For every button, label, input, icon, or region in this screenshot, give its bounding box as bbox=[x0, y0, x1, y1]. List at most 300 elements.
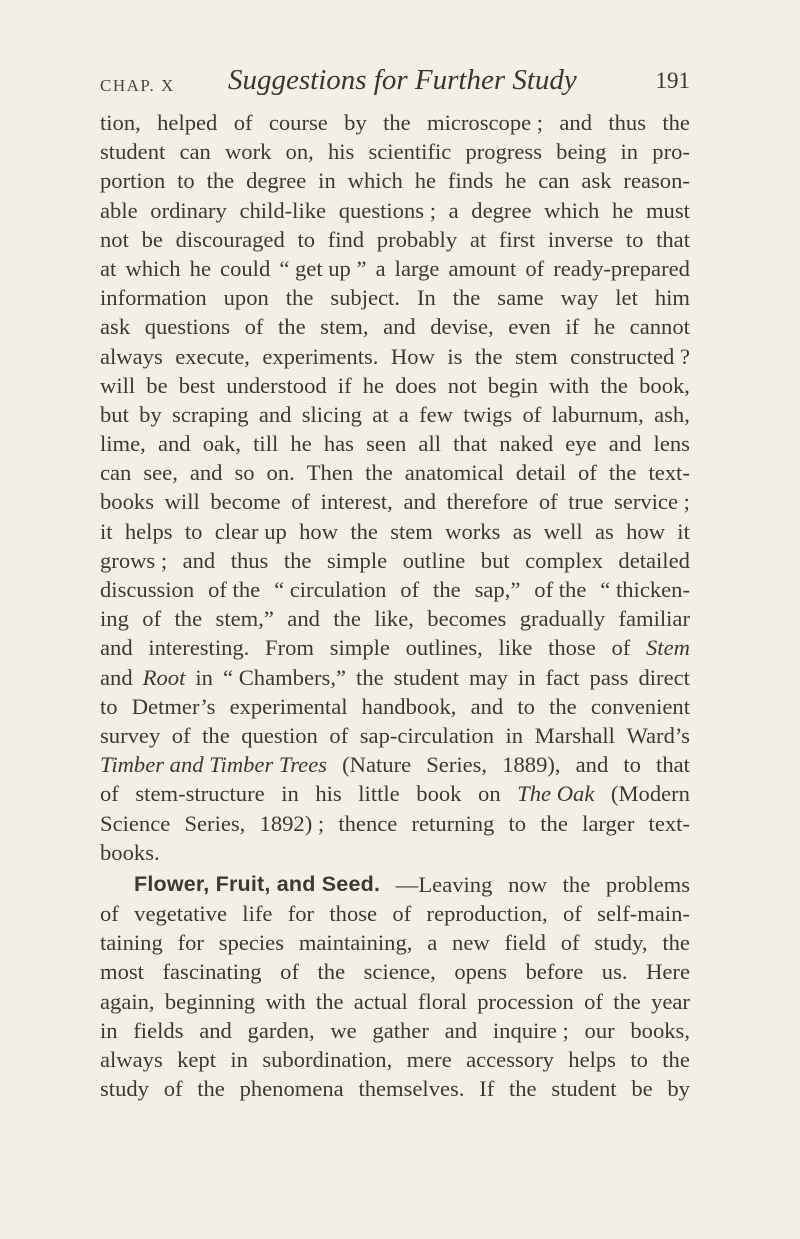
word: the bbox=[315, 988, 344, 1014]
word: Then bbox=[306, 460, 354, 486]
word: interesting. bbox=[148, 635, 250, 661]
text-line bbox=[100, 137, 690, 166]
word: vegetative bbox=[134, 901, 227, 927]
word: like, bbox=[374, 606, 414, 632]
word: the bbox=[197, 1076, 225, 1102]
word: now bbox=[508, 871, 547, 897]
word: at bbox=[469, 226, 487, 252]
word: let bbox=[615, 285, 638, 311]
word: stem bbox=[515, 343, 558, 369]
word: “ get up ” bbox=[279, 255, 367, 281]
word: complex bbox=[525, 547, 603, 573]
word: problems bbox=[605, 871, 690, 897]
word: fields bbox=[133, 1017, 184, 1043]
word: degree bbox=[246, 168, 307, 194]
word: book bbox=[416, 781, 462, 807]
word: but bbox=[480, 547, 510, 573]
word: and bbox=[575, 752, 609, 778]
word: sap-circulation bbox=[359, 722, 494, 748]
word: Root bbox=[142, 664, 186, 690]
text-line bbox=[100, 196, 690, 225]
word: he bbox=[362, 372, 385, 398]
word: questions bbox=[144, 314, 231, 340]
word: lime, bbox=[100, 431, 146, 457]
word: the bbox=[206, 168, 235, 194]
text-line bbox=[100, 870, 690, 899]
word: How bbox=[390, 343, 435, 369]
word: the bbox=[452, 285, 481, 311]
word: books, bbox=[630, 1017, 690, 1043]
word: of bbox=[280, 959, 299, 985]
word: if bbox=[337, 372, 352, 398]
word: so bbox=[234, 460, 255, 486]
word: familiar bbox=[618, 606, 690, 632]
word: (Nature bbox=[342, 752, 412, 778]
word: fact bbox=[545, 664, 580, 690]
text-line bbox=[100, 400, 690, 429]
word: he bbox=[290, 431, 312, 457]
word: ordinary bbox=[150, 197, 227, 223]
word: constructed ? bbox=[570, 343, 690, 369]
word: reproduction, bbox=[426, 901, 548, 927]
word: and bbox=[100, 664, 133, 690]
word: detailed bbox=[618, 547, 690, 573]
word: of bbox=[560, 930, 580, 956]
text-line bbox=[100, 312, 690, 341]
word: opens bbox=[454, 959, 508, 985]
word: to bbox=[508, 810, 527, 836]
word: upon bbox=[223, 285, 269, 311]
text-line bbox=[100, 633, 690, 662]
word: of bbox=[291, 489, 311, 515]
word: in bbox=[505, 722, 524, 748]
word: which bbox=[347, 168, 403, 194]
word: portion bbox=[100, 168, 166, 194]
word: how bbox=[626, 518, 666, 544]
word: us. bbox=[601, 959, 628, 985]
word: to bbox=[517, 693, 535, 719]
word: the bbox=[540, 810, 568, 836]
word: larger bbox=[582, 810, 635, 836]
word: helps bbox=[568, 1047, 616, 1072]
word: and bbox=[383, 314, 416, 340]
word: the bbox=[350, 518, 378, 544]
word: and bbox=[444, 1017, 478, 1043]
word: student bbox=[100, 139, 166, 165]
word: him bbox=[654, 285, 690, 311]
word: works bbox=[445, 518, 501, 544]
word: which bbox=[544, 197, 600, 223]
word: and bbox=[608, 431, 642, 457]
word: “ Chambers,” bbox=[223, 664, 346, 690]
text-line bbox=[100, 957, 690, 986]
word: In bbox=[416, 285, 436, 311]
word: oak, bbox=[202, 431, 241, 457]
word: thence bbox=[338, 810, 398, 836]
word: may bbox=[469, 664, 508, 690]
word: does bbox=[395, 372, 437, 398]
word: even bbox=[508, 314, 551, 340]
word: to bbox=[630, 1047, 648, 1072]
word: on, bbox=[285, 139, 314, 165]
word: “ thicken- bbox=[600, 577, 690, 602]
word: kept bbox=[177, 1047, 217, 1072]
text-line bbox=[100, 721, 690, 750]
text-line bbox=[100, 225, 690, 254]
word: experimental bbox=[229, 693, 348, 719]
word: inquire ; bbox=[492, 1017, 569, 1043]
word: to bbox=[184, 518, 203, 544]
word: pass bbox=[589, 664, 629, 690]
word: not bbox=[100, 226, 129, 252]
word: most bbox=[100, 959, 144, 985]
page-number: 191 bbox=[655, 68, 690, 93]
word: inverse bbox=[547, 226, 614, 252]
word: a bbox=[375, 255, 386, 281]
word: becomes bbox=[427, 606, 507, 632]
word: study bbox=[100, 1076, 149, 1102]
word: as bbox=[594, 518, 614, 544]
word: laburnum, bbox=[551, 401, 644, 427]
word: probably bbox=[376, 226, 458, 252]
word: that bbox=[656, 752, 690, 778]
word: like bbox=[498, 635, 533, 661]
word: of bbox=[392, 901, 412, 927]
word: detail bbox=[515, 460, 567, 486]
word: finds bbox=[447, 168, 494, 194]
word: in bbox=[195, 664, 213, 690]
word: will bbox=[100, 372, 136, 398]
word: before bbox=[525, 959, 584, 985]
word: the bbox=[613, 988, 641, 1014]
word: life bbox=[242, 901, 273, 927]
text-line bbox=[100, 575, 690, 604]
word: (Modern bbox=[610, 781, 690, 807]
word: text- bbox=[648, 460, 690, 486]
word: phenomena bbox=[239, 1076, 344, 1102]
word: discussion bbox=[100, 577, 195, 602]
word: mere bbox=[406, 1047, 452, 1072]
word: on bbox=[478, 781, 501, 807]
word: and bbox=[199, 1017, 232, 1043]
word: those bbox=[548, 635, 596, 661]
word: —Leaving bbox=[395, 871, 493, 897]
word: and bbox=[403, 489, 437, 515]
word: must bbox=[645, 197, 690, 223]
word: all bbox=[418, 431, 442, 457]
word: information bbox=[100, 285, 207, 311]
word: of bbox=[100, 781, 119, 807]
word: subordination, bbox=[262, 1047, 393, 1072]
text-line bbox=[100, 1045, 690, 1074]
word: of bbox=[233, 110, 253, 135]
word: helps bbox=[124, 518, 173, 544]
word: course bbox=[268, 110, 328, 135]
word: that bbox=[453, 431, 488, 457]
word: ready-prepared bbox=[553, 255, 690, 281]
word: of bbox=[578, 460, 597, 486]
word: thus bbox=[230, 547, 269, 573]
word: by bbox=[139, 401, 162, 427]
word: simple bbox=[326, 547, 388, 573]
word: seen bbox=[366, 431, 407, 457]
word: slicing bbox=[301, 401, 362, 427]
word: true bbox=[568, 489, 604, 515]
word: if bbox=[565, 314, 580, 340]
word: eye bbox=[565, 431, 597, 457]
text-line bbox=[100, 928, 690, 957]
word: always bbox=[100, 343, 163, 369]
word: of bbox=[538, 489, 558, 515]
chapter-label: CHAP. X bbox=[100, 76, 175, 95]
word: garden, bbox=[247, 1017, 315, 1043]
word: the bbox=[433, 577, 461, 602]
word: of bbox=[329, 722, 349, 748]
text-line bbox=[100, 283, 690, 312]
word: degree bbox=[471, 197, 532, 223]
word: reason- bbox=[623, 168, 690, 194]
word: able bbox=[100, 197, 138, 223]
word: become bbox=[210, 489, 281, 515]
text-line bbox=[100, 517, 690, 546]
word: actual bbox=[353, 988, 408, 1014]
word: of bbox=[522, 401, 542, 427]
word: outlines, bbox=[405, 635, 483, 661]
word: the bbox=[508, 1076, 537, 1102]
word: be bbox=[631, 1076, 653, 1102]
word: thus bbox=[608, 110, 647, 135]
word: taining bbox=[100, 930, 163, 956]
word: understood bbox=[226, 372, 327, 398]
word: From bbox=[265, 635, 314, 661]
word: find bbox=[327, 226, 365, 252]
word: the bbox=[278, 314, 306, 340]
text-line bbox=[100, 342, 690, 371]
word: he bbox=[189, 255, 211, 281]
word: of bbox=[171, 722, 191, 748]
word: text- bbox=[648, 810, 690, 836]
word: few bbox=[419, 401, 453, 427]
word: can bbox=[179, 139, 211, 165]
word: self-main- bbox=[597, 901, 690, 927]
word: Science bbox=[100, 810, 171, 836]
word: new bbox=[452, 930, 490, 956]
word: books bbox=[100, 489, 154, 515]
text-line bbox=[100, 987, 690, 1016]
word: naked bbox=[499, 431, 554, 457]
word: the bbox=[383, 110, 411, 135]
word: of bbox=[525, 255, 545, 281]
word: large bbox=[394, 255, 440, 281]
word: well bbox=[543, 518, 583, 544]
word: discouraged bbox=[175, 226, 285, 252]
text-line bbox=[100, 604, 690, 633]
text-line bbox=[100, 487, 690, 516]
text-line bbox=[100, 779, 690, 808]
word: which bbox=[125, 255, 181, 281]
word: ask bbox=[100, 314, 131, 340]
word: he bbox=[414, 168, 437, 194]
word: amount bbox=[448, 255, 517, 281]
word: Detmer’s bbox=[131, 693, 216, 719]
word: in bbox=[100, 1017, 118, 1043]
word: Series, bbox=[426, 752, 488, 778]
word: student bbox=[393, 664, 459, 690]
word: stem, bbox=[320, 314, 369, 340]
text-line bbox=[100, 838, 690, 867]
text-line bbox=[100, 458, 690, 487]
word: in bbox=[318, 168, 336, 194]
word: Series, bbox=[184, 810, 246, 836]
word: lens bbox=[653, 431, 690, 457]
running-head bbox=[100, 64, 690, 104]
word: microscope ; bbox=[427, 110, 544, 135]
word: If bbox=[479, 1076, 495, 1102]
word: execute, bbox=[175, 343, 250, 369]
word: ash, bbox=[654, 401, 690, 427]
word: of bbox=[163, 1076, 183, 1102]
word: at bbox=[372, 401, 389, 427]
word: scientific bbox=[368, 139, 452, 165]
word: he bbox=[504, 168, 527, 194]
word: could bbox=[220, 255, 271, 281]
word: interest, bbox=[320, 489, 393, 515]
word: of bbox=[584, 988, 603, 1014]
word: be bbox=[146, 372, 168, 398]
word: gather bbox=[372, 1017, 429, 1043]
word: sap,” bbox=[474, 577, 521, 602]
word: see, bbox=[143, 460, 178, 486]
word: little bbox=[358, 781, 400, 807]
word: Timber and Timber Trees bbox=[100, 752, 328, 778]
word: subject. bbox=[330, 285, 400, 311]
word: of bbox=[562, 901, 582, 927]
word: the bbox=[662, 110, 690, 135]
word: to bbox=[100, 693, 118, 719]
word: at bbox=[100, 255, 117, 281]
word: the bbox=[174, 606, 203, 632]
word: direct bbox=[638, 664, 690, 690]
word: Marshall bbox=[534, 722, 615, 748]
word: The Oak bbox=[517, 781, 595, 807]
word: helped bbox=[157, 110, 218, 135]
word: always bbox=[100, 1047, 163, 1072]
word: to bbox=[625, 226, 644, 252]
word: returning bbox=[411, 810, 495, 836]
word: year bbox=[651, 988, 690, 1014]
word: of bbox=[244, 314, 264, 340]
word: and bbox=[189, 460, 223, 486]
word: can bbox=[538, 168, 570, 194]
word: the bbox=[474, 343, 503, 369]
word: therefore bbox=[446, 489, 529, 515]
word: the bbox=[202, 722, 230, 748]
word: grows ; bbox=[100, 547, 168, 573]
word: handbook, bbox=[361, 693, 457, 719]
word: the bbox=[356, 664, 384, 690]
word: cannot bbox=[629, 314, 690, 340]
word: work bbox=[224, 139, 272, 165]
text-line bbox=[100, 899, 690, 928]
word: stem bbox=[390, 518, 433, 544]
word: the bbox=[662, 1047, 690, 1072]
word: the bbox=[600, 372, 628, 398]
word: fascinating bbox=[162, 959, 262, 985]
word: progress bbox=[465, 139, 543, 165]
word: first bbox=[498, 226, 536, 252]
word: best bbox=[178, 372, 216, 398]
word: in bbox=[620, 139, 639, 165]
word: of bbox=[400, 577, 420, 602]
text-line bbox=[100, 371, 690, 400]
text-line bbox=[100, 809, 690, 838]
word: the bbox=[333, 606, 361, 632]
word: not bbox=[447, 372, 477, 398]
word: floral bbox=[418, 988, 467, 1014]
word: pro- bbox=[652, 139, 690, 165]
word: that bbox=[656, 226, 690, 252]
word: in bbox=[230, 1047, 248, 1072]
word: “ circulation bbox=[274, 577, 387, 602]
text-line bbox=[100, 254, 690, 283]
text-line bbox=[100, 429, 690, 458]
word: of bbox=[100, 901, 119, 927]
word: be bbox=[141, 226, 163, 252]
word: to bbox=[177, 168, 195, 194]
word: the bbox=[365, 460, 393, 486]
word: simple bbox=[329, 635, 390, 661]
word: has bbox=[323, 431, 354, 457]
word: and bbox=[258, 401, 292, 427]
word: to bbox=[623, 752, 641, 778]
word: the bbox=[317, 959, 346, 985]
text-line bbox=[100, 546, 690, 575]
word: same bbox=[497, 285, 544, 311]
word: ing bbox=[100, 606, 129, 632]
word: field bbox=[504, 930, 546, 956]
word: 1889), bbox=[502, 752, 561, 778]
word: with bbox=[265, 988, 306, 1014]
word: the bbox=[549, 693, 577, 719]
word: will bbox=[164, 489, 200, 515]
word: a bbox=[398, 401, 409, 427]
word: the bbox=[283, 547, 312, 573]
word: and bbox=[100, 635, 133, 661]
word: he bbox=[612, 197, 634, 223]
word: Ward’s bbox=[626, 722, 690, 748]
word: stem,” bbox=[215, 606, 274, 632]
text-line bbox=[100, 750, 690, 779]
word: anatomical bbox=[404, 460, 504, 486]
word: for bbox=[287, 901, 315, 927]
word: scraping bbox=[172, 401, 249, 427]
running-title: Suggestions for Further Study bbox=[228, 64, 577, 96]
word: and bbox=[157, 431, 191, 457]
word: the bbox=[608, 460, 637, 486]
word: our bbox=[584, 1017, 615, 1043]
word: student bbox=[551, 1076, 617, 1102]
word: beginning bbox=[164, 988, 256, 1014]
word: is bbox=[447, 343, 463, 369]
text-line bbox=[100, 1016, 690, 1045]
word: a bbox=[427, 930, 438, 956]
word: procession bbox=[477, 988, 574, 1014]
word: devise, bbox=[430, 314, 494, 340]
word: again, bbox=[100, 988, 155, 1014]
word: but bbox=[100, 401, 129, 427]
word: Stem bbox=[646, 635, 690, 661]
word: questions ; bbox=[338, 197, 436, 223]
